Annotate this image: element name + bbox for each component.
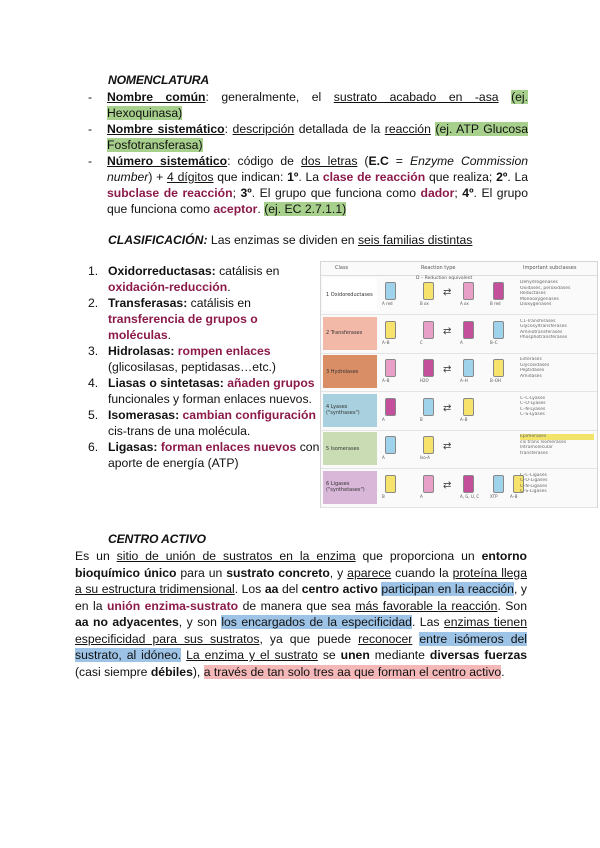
subclass-item: C–O-Ligases [520,478,548,483]
clasificacion-intro: CLASIFICACIÓN: Las enzimas se dividen en seis familias distintas [108,233,473,247]
nomenclatura-list [88,89,528,217]
figure-subclasses [520,280,594,308]
subclass-item: C–C-Ligases [520,472,547,478]
reaction-label: A–B [382,339,390,345]
arrow-icon: ⇄ [443,325,452,337]
reaction-shape [385,282,396,300]
subclass-item: Phosphotransferases [520,335,568,340]
reaction-label: A–B [460,416,468,422]
reaction-shape [493,475,504,493]
example-highlight: (ej. Hexoquinasa) [107,90,528,120]
figure-subclasses [520,473,594,495]
reaction-label: B–OH [490,378,501,383]
reaction-label: A [382,416,385,422]
reaction-shape [463,282,474,300]
list-item: 3. Hidrolasas: rompen enlaces (glicosilasas, peptidasas…etc.) [88,344,276,374]
reaction-shape [423,398,434,416]
subclass-item: C–N-Lyases [520,406,546,412]
reaction-label: A [382,455,385,460]
subclass-item: C1-Transferases [520,318,556,324]
figure-subclasses [520,319,594,341]
list-item: 1. Oxidorreductasas: catálisis en oxidación-reducción. [88,264,280,294]
reaction-label: A red [382,301,393,306]
example-highlight: (ej. ATP Glucosa Fosfotransferasa) [107,122,528,152]
figure-class-cell: 4 Lyases ("synthases") [323,394,377,427]
subclass-item: C–C-Lyases [520,395,546,401]
list-item: 2. Transferasas: catálisis en transferencia de grupos o moléculas. [88,296,258,342]
clasificacion-heading: CLASIFICACIÓN: [108,233,208,247]
figure-row [321,276,597,315]
reaction-label: XTP [490,493,498,499]
figure-subclasses [520,434,594,456]
subclass-item: Dehydrogenases [520,280,558,285]
reaction-label: A [420,493,423,499]
subclass-item: Esterases [520,357,542,362]
reaction-label: A, G, U, C [460,493,480,499]
example-highlight: (ej. EC 2.7.1.1) [264,202,347,216]
subclass-item: Peptidases [520,368,545,373]
figure-note: D – Reduction equivalent [416,276,473,281]
subclass-item: Intramolecular [520,445,553,450]
reaction-label: A–H [460,378,468,383]
reaction-label: A–B [510,493,518,499]
subclass-item: cis trans Isomerases [520,439,567,445]
figure-class-cell: 2 Transferases [323,317,377,350]
nomenclatura-heading: NOMENCLATURA [108,73,209,87]
reaction-label: Iso-A [420,455,430,460]
subclass-item: C–S-Ligases [520,489,547,494]
figure-header: Class Reaction type Important subclasses [321,262,597,276]
reaction-label: B–C [490,339,498,345]
arrow-icon: ⇄ [443,441,452,452]
reaction-shape [423,321,434,339]
subclass-item: Oxidases, peroxidases [520,285,571,291]
figure-class-cell: 3 Hydrolases [323,355,377,388]
reaction-shape [493,359,504,377]
figure-class-cell: 1 Oxidoreductases [323,278,377,311]
reaction-label: B [382,493,385,499]
enzyme-classes-figure [320,261,598,508]
figure-subclasses [520,396,594,418]
subclass-item: Glycosyltransferases [520,324,567,329]
figure-row [321,315,597,354]
list-item: 6. Ligasas: forman enlaces nuevos con aporte de energía (ATP) [88,440,320,470]
list-item: - Nombre sistemático: descripción detallada de la reacción (ej. ATP Glucosa Fosfotransferasa) [88,121,528,153]
arrow-icon: ⇄ [443,402,452,414]
reaction-shape [463,359,474,377]
arrow-icon: ⇄ [443,287,452,298]
subclass-item: Epimerases [520,434,594,440]
arrow-icon: ⇄ [443,364,452,375]
reaction-shape [385,475,396,493]
figure-class-cell: 6 Ligases ("synthetases") [323,471,377,504]
reaction-shape [385,359,396,377]
reaction-label: A ox [460,301,469,306]
figure-row [321,430,597,469]
subclass-item: Aminotransferases [520,329,563,335]
subclass-item: Amidases [520,373,542,379]
reaction-shape [423,282,434,300]
subclass-item: Monooxygenases [520,296,559,302]
subclass-item: C–O-Lyases [520,401,546,406]
list-item: - Número sistemático: código de dos letras (E.C = Enzyme Commission number) + 4 dígitos que indican: 1º. La clase de reacción que realiza; 2º. La subclase de reacción; 3º. El grupo que funciona como dador; 4º. El grupo que funciona como aceptor. (ej. EC 2.7.1.1) [88,153,528,217]
figure-row [321,392,597,431]
enzyme-families-list [88,263,320,471]
centro-activo-paragraph: Es un sitio de unión de sustratos en la enzima que proporciona un entorno bioquímico único para un sustrato concreto, y aparece cuando la proteína llega a su estructura tridimensional. Los aa del centro activo participan en la reacción, y en la unión enzima-sustrato de manera que sea más favorable la reacción. Son aa no adyacentes, y son los encargados de la especificidad. Las enzimas tienen especificidad para sus sustratos, ya que puede reconocer entre isómeros del sustrato, al idóneo. La enzima y el sustrato se unen mediante diversas fuerzas (casi siempre débiles), a través de tan solo tres aa que forman el centro activo. [75,549,528,679]
subclass-item: C–S-Lyases [520,412,545,417]
subclass-item: Reductases [520,291,546,296]
figure-row [321,469,597,508]
reaction-label: B ox [420,301,429,306]
reaction-shape [493,321,504,339]
reaction-shape [423,436,434,454]
subclass-item: transferases [520,450,548,456]
reaction-label: H2O [420,378,429,383]
reaction-shape [385,321,396,339]
figure-row [321,353,597,392]
reaction-shape [423,359,434,377]
list-item: 5. Isomerasas: cambian configuración cis-trans de una molécula. [88,408,316,438]
reaction-shape [463,475,474,493]
reaction-label: B red [490,301,501,306]
reaction-label: C [420,339,423,345]
arrow-icon: ⇄ [443,479,452,491]
reaction-shape [463,321,474,339]
reaction-label: A [460,339,463,345]
figure-subclasses [520,357,594,379]
reaction-label: B [420,416,423,422]
reaction-shape [493,282,504,300]
centro-activo-heading: CENTRO ACTIVO [108,532,206,546]
figure-class-cell: 5 Isomerases [323,432,377,465]
list-item: 4. Liasas o sintetasas: añaden grupos funcionales y forman enlaces nuevos. [88,376,315,406]
reaction-shape [385,398,396,416]
reaction-label: A–B [382,378,390,383]
reaction-shape [385,436,396,454]
list-item: - Nombre común: generalmente, el sustrato acabado en -asa (ej. Hexoquinasa) [88,89,528,121]
subclass-item: Dioxygenases [520,302,552,307]
subclass-item: C–N-Ligases [520,483,548,489]
subclass-item: Glycosidases [520,362,550,368]
reaction-shape [423,475,434,493]
reaction-shape [463,398,474,416]
